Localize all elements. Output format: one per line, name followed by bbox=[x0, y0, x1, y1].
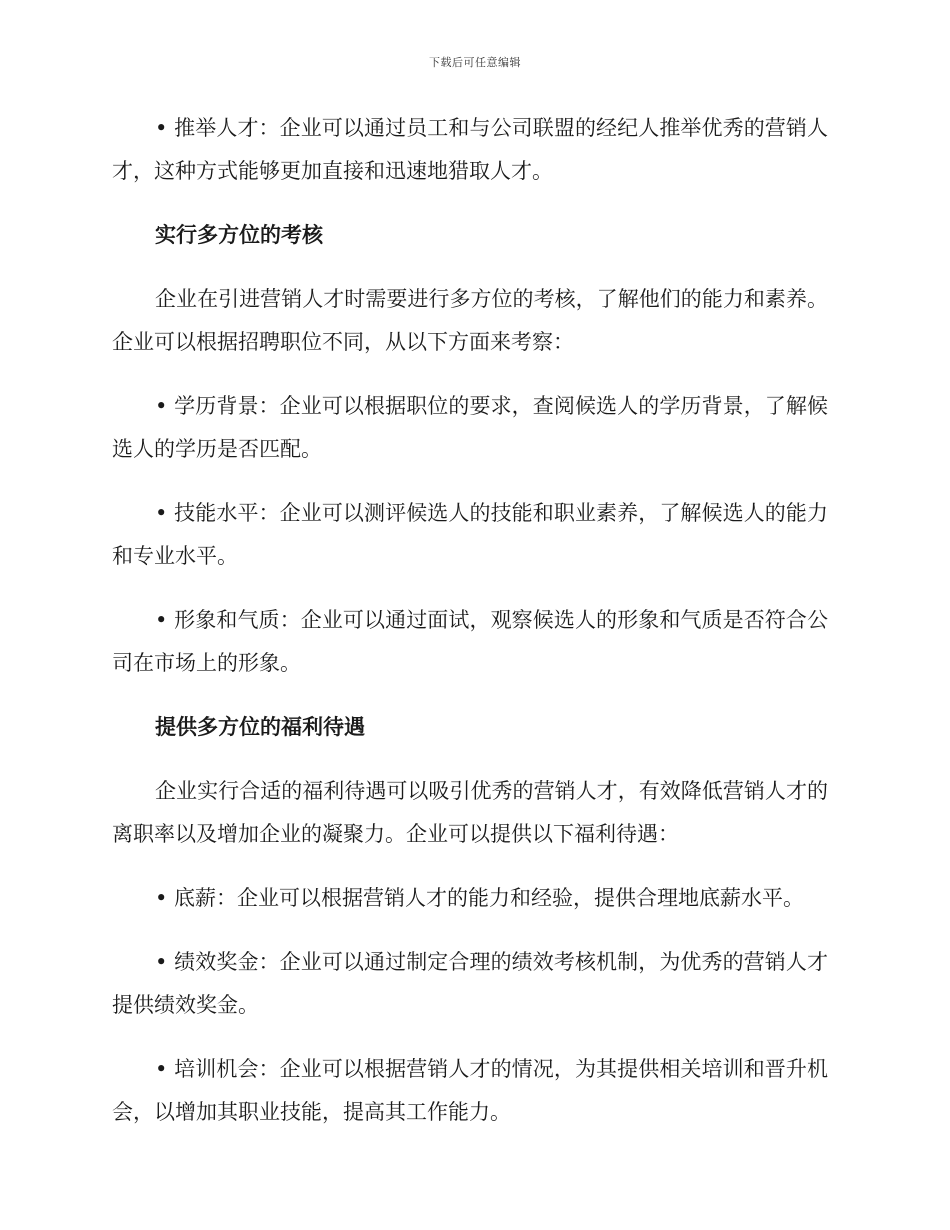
paragraph-performance-bonus: • 绩效奖金：企业可以通过制定合理的绩效考核机制，为优秀的营销人才提供绩效奖金。 bbox=[112, 950, 828, 1017]
header-note: 下载后可任意编辑 bbox=[429, 56, 521, 69]
section-heading-benefits: 提供多方位的福利待遇 bbox=[155, 715, 365, 739]
paragraph-training-opportunity: • 培训机会：企业可以根据营销人才的情况，为其提供相关培训和晋升机会，以增加其职业技能，提高其工作能力。 bbox=[112, 1057, 828, 1124]
paragraph-base-salary: • 底薪：企业可以根据营销人才的能力和经验，提供合理地底薪水平。 bbox=[155, 886, 805, 910]
paragraph-image-temperament: • 形象和气质：企业可以通过面试，观察候选人的形象和气质是否符合公司在市场上的形象。 bbox=[112, 608, 828, 675]
paragraph-assessment-intro: 企业在引进营销人才时需要进行多方位的考核，了解他们的能力和素养。企业可以根据招聘职位不同，从以下方面来考察： bbox=[112, 287, 828, 354]
paragraph-recommend-talent: • 推举人才：企业可以通过员工和与公司联盟的经纪人推举优秀的营销人才，这种方式能够更加直接和迅速地猎取人才。 bbox=[112, 116, 828, 183]
paragraph-skill-level: • 技能水平：企业可以测评候选人的技能和职业素养，了解候选人的能力和专业水平。 bbox=[112, 501, 828, 568]
paragraph-benefits-intro: 企业实行合适的福利待遇可以吸引优秀的营销人才，有效降低营销人才的离职率以及增加企业的凝聚力。企业可以提供以下福利待遇： bbox=[112, 779, 828, 846]
document-body bbox=[112, 107, 828, 1155]
paragraph-education-background: • 学历背景：企业可以根据职位的要求，查阅候选人的学历背景，了解候选人的学历是否匹配。 bbox=[112, 394, 828, 461]
section-heading-assessment: 实行多方位的考核 bbox=[155, 223, 323, 247]
